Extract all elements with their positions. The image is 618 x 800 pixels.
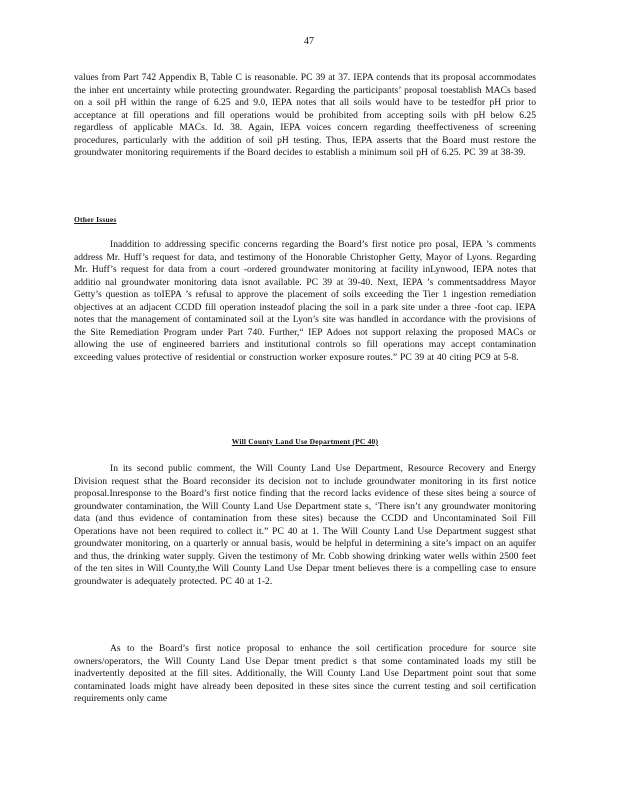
- section-heading-other-issues: Other Issues: [74, 215, 117, 224]
- paragraph-will-county-comment: In its second public comment, the Will County Land Use Department, Resource Recovery and Energy Division request sthat the Board reconsider its decision not to include groundwater monitoring in its first notice proposal.Inresponse to the Board’s first notice finding that the record lacks evidence of these sites being a source of groundwater contamination, the Will County Land Use Department state s, ‘There isn’t any groundwater monitoring data (and thus evidence of contamination from these sites) because the CCDD and Uncontaminated Soil Fill Operations have not been required to collect it.” PC 40 at 1. The Will County Land Use Department suggest sthat groundwater monitoring, on a quarterly or annual basis, would be helpful in determining a site’s impact on an aquifer and thus, the drinking water supply. Given the testimony of Mr. Cobb showing drinking water wells within 2500 feet of the ten sites in Will County,the Will County Land Use Depar tment believes there is a compelling case to ensure groundwater is adequately protected. PC 40 at 1-2.: [74, 463, 536, 587]
- paragraph-iepa-ph: values from Part 742 Appendix B, Table C is reasonable. PC 39 at 37. IEPA contends that its proposal accommodates the inher ent uncertainty while protecting groundwater. Regarding the participants’ proposal toestablish MACs based on a soil pH within the range of 6.25 and 9.0, IEPA notes that all soils would have to be testedfor pH prior to acceptance at fill operations and fill operations would be prohibited from accepting soils with pH below 6.25 regardless of applicable MACs. Id. 38. Again, IEPA voices concern regarding theeffectiveness of screening procedures, particularly with the addition of soil pH testing. Thus, IEPA asserts that the Board must restore the groundwater monitoring requirements if the Board decides to establish a minimum soil pH of 6.25. PC 39 at 38-39.: [74, 72, 536, 158]
- paragraph-soil-certification: As to the Board’s first notice proposal to enhance the soil certification procedure for source site owners/operators, the Will County Land Use Depar tment predict s that some contaminated loads my still be inadvertently deposited at the fill sites. Additionally, the Will County Land Use Department point sout that some contaminated loads might have already been deposited in these sites since the current testing and soil certification requirements only came: [74, 643, 536, 704]
- section-heading-will-county: Will County Land Use Department (PC 40): [231, 437, 379, 446]
- page-number: 47: [304, 36, 314, 47]
- paragraph-other-issues: Inaddition to addressing specific concerns regarding the Board’s first notice pro posal, IEPA ’s comments address Mr. Huff’s request for data, and testimony of the Honorable Christopher Getty, Mayor of Lyons. Regarding Mr. Huff’s request for data from a court -ordered groundwater monitoring at facility inLynwood, IEPA notes that additio nal groundwater monitoring data isnot available. PC 39 at 39-40. Next, IEPA ’s commentsaddress Mayor Getty’s question as toIEPA ’s refusal to approve the placement of soils exceeding the Tier 1 ingestion remediation objectives at an adjacent CCDD fill operation insteadof placing the soil in a park site under a three -foot cap. IEPA notes that the management of contaminated soil at the Lyon’s site was handled in accordance with the provisions of the Site Remediation Program under Part 740. Further,“ IEP Adoes not support relaxing the proposed MACs or allowing the use of engineered barriers and institutional controls so fill operations may accept contamination exceeding values protective of residential or construction worker exposure routes.” PC 39 at 40 citing PC9 at 5-8.: [74, 239, 536, 363]
